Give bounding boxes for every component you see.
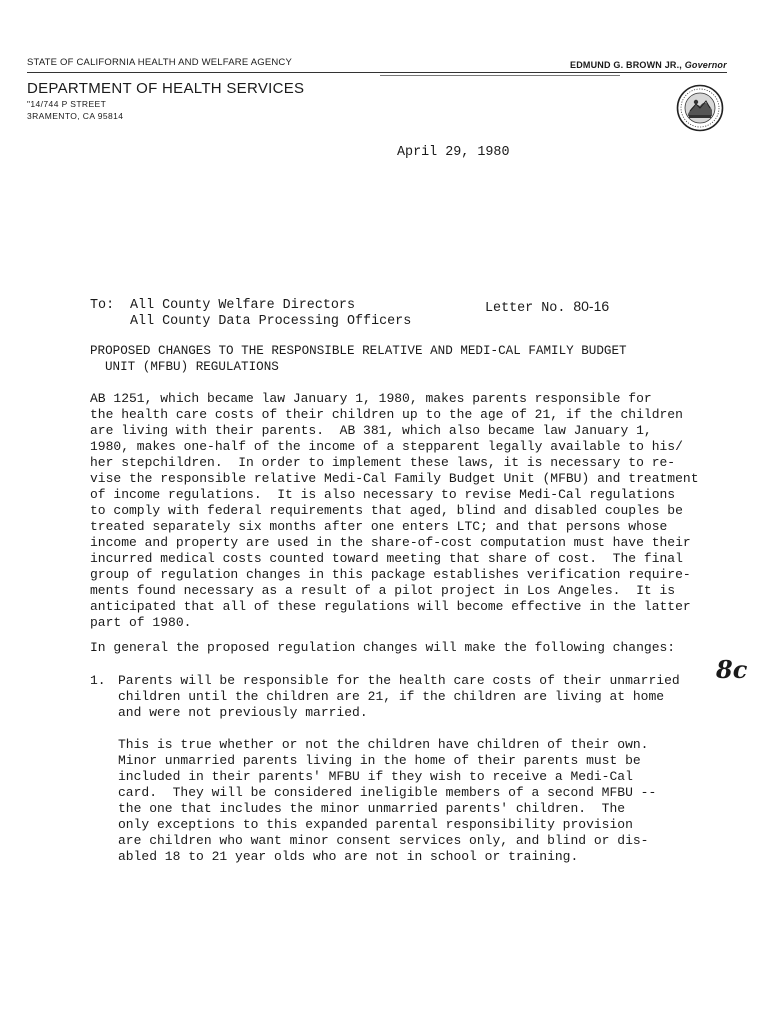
list-item-1-detail: This is true whether or not the children have children of their own. Minor unmarried parents living in the home of their parents must be included in their parents' MFBU if they wish to receive a Medi-Cal card. They will be considered ineligible members of a second MFBU -- the one that includes the minor unmarried parents' children. The only exceptions to this expanded parental responsibility provision are children who want minor consent services only, and blind or dis- abled 18 to 21 year olds who are not in school or training.	[118, 737, 657, 864]
letterhead-rule-secondary	[380, 75, 620, 76]
subject-line-2: UNIT (MFBU) REGULATIONS	[105, 360, 279, 374]
body-paragraph-1: AB 1251, which became law January 1, 1980, makes parents responsible for the health care costs of their children up to the age of 21, if the children are living with their parents. AB 381, which also became law January 1, 1980, makes one-half of the income of a stepparent legally available to his/ her stepchildren. In order to implement these laws, it is necessary to re- vise the responsible relative Medi-Cal Family Budget Unit (MFBU) and treatment of income regulations. It is also necessary to revise Medi-Cal regulations to comply with federal requirements that aged, blind and disabled couples be treated separately six months after one enters LTC; and that persons whose income and property are used in the share-of-cost computation must have their incurred medical costs counted toward meeting that share of cost. The final group of regulation changes in this package establishes verification require- ments found necessary as a result of a pilot project in Los Angeles. It is anticipated that all of these regulations will become effective in the latter part of 1980.	[90, 391, 699, 630]
body-paragraph-2: In general the proposed regulation changes will make the following changes:	[90, 640, 676, 655]
letter-number	[485, 298, 609, 316]
agency-heading: STATE OF CALIFORNIA HEALTH AND WELFARE AGENCY	[27, 57, 293, 68]
department-name: DEPARTMENT OF HEALTH SERVICES	[27, 80, 305, 97]
governor-title: Governor	[684, 60, 727, 70]
governor-name: EDMUND G. BROWN JR.,	[570, 60, 682, 70]
governor-line	[570, 60, 727, 70]
to-label: To:	[90, 298, 115, 313]
address-line-2: 3RAMENTO, CA 95814	[27, 111, 124, 121]
handwritten-margin-note: 8c	[716, 655, 748, 684]
list-item-1-number: 1.	[90, 673, 106, 688]
letter-number-label: Letter No.	[485, 301, 566, 316]
address-line-1: "14/744 P STREET	[27, 99, 107, 109]
recipient-line-2: All County Data Processing Officers	[130, 314, 412, 329]
subject-line-1: PROPOSED CHANGES TO THE RESPONSIBLE RELATIVE AND MEDI-CAL FAMILY BUDGET	[90, 344, 627, 358]
letterhead-rule	[27, 72, 727, 73]
state-seal-icon	[676, 84, 724, 132]
list-item-1-text: Parents will be responsible for the health care costs of their unmarried children until the children are 21, if the children are living at home and were not previously married.	[118, 673, 680, 720]
letter-date: April 29, 1980	[397, 145, 510, 160]
recipient-line-1: All County Welfare Directors	[130, 298, 355, 313]
letter-number-value: 80-16	[573, 298, 610, 314]
